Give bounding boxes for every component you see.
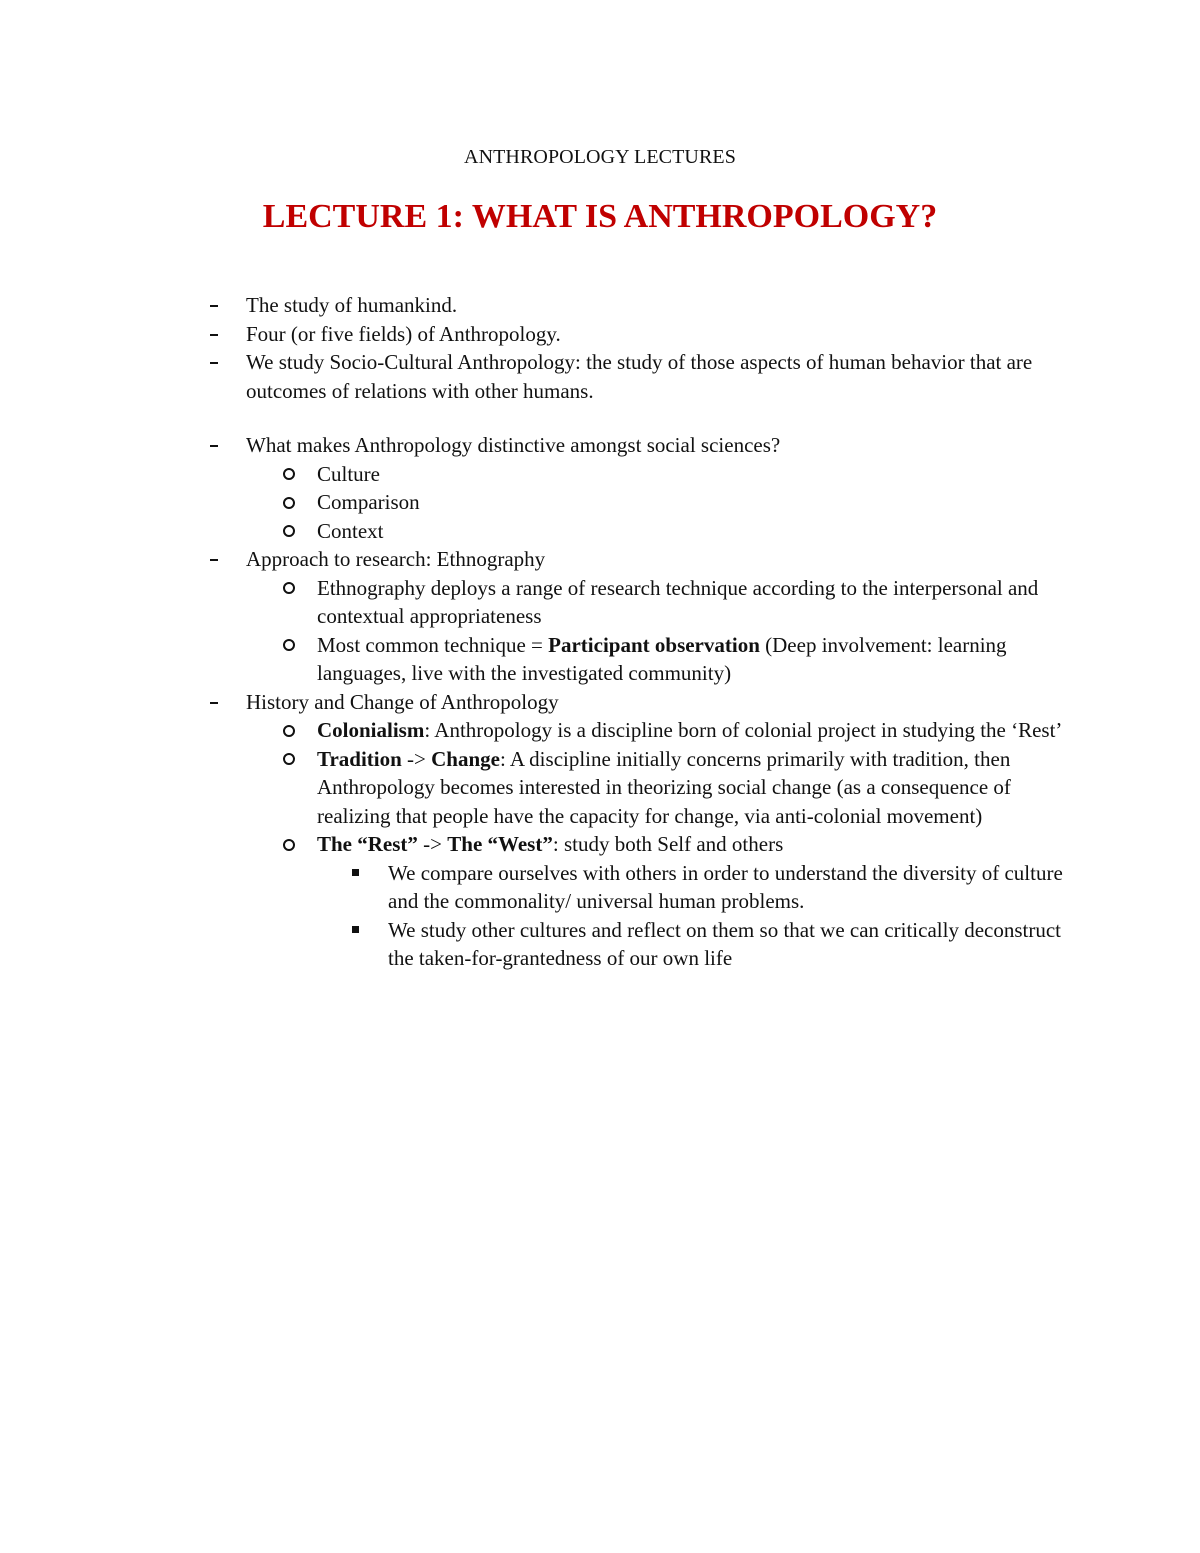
circle-bullet-icon — [283, 517, 295, 546]
sub-list-item-text: Ethnography deploys a range of research technique according to the interpersonal and contextual appropriateness — [317, 575, 1039, 628]
bold-term: The “Rest” — [317, 832, 418, 856]
list-item — [0, 431, 1200, 460]
sub-list-item-text: Culture — [317, 461, 380, 486]
list-item-text: Four (or five fields) of Anthropology. — [246, 321, 561, 346]
sub-list-item-text: Context — [317, 518, 384, 543]
sub-list-item — [0, 745, 1200, 831]
document-title: ANTHROPOLOGY LECTURES — [464, 146, 736, 168]
dash-bullet-icon — [210, 320, 218, 349]
list-item-text: We study Socio-Cultural Anthropology: the study of those aspects of human behavior that are outcomes of relations with other humans. — [246, 350, 1033, 403]
bold-term: Participant observation — [548, 632, 760, 657]
bold-term: The “West” — [447, 832, 553, 856]
sub-sub-list-item-text: We study other cultures and reflect on them so that we can critically deconstruct the taken-for-grantedness of our own life — [388, 917, 1061, 970]
list-item — [0, 348, 1200, 405]
list-item-text: What makes Anthropology distinctive amongst social sciences? — [246, 433, 781, 457]
list-item-text: The study of humankind. — [246, 293, 458, 317]
list-item — [0, 291, 1200, 320]
plain-text: : A discipline initially concerns primarily with tradition, then Anthropology becomes interested in theorizing social change (as a consequence of realizing that people have the capacity for change, via anti-colonial movement) — [317, 746, 1011, 828]
sub-list-item — [0, 488, 1200, 517]
sub-list-item — [0, 716, 1200, 745]
circle-bullet-icon — [283, 488, 295, 517]
sub-sub-list-item — [0, 916, 1200, 973]
circle-bullet-icon — [283, 745, 295, 774]
list-item — [0, 320, 1200, 349]
circle-bullet-icon — [283, 830, 295, 859]
sub-list-item-text — [317, 716, 1067, 745]
dash-bullet-icon — [210, 545, 218, 574]
plain-text: : Anthropology is a discipline born of colonial project in studying the ‘Rest’ — [424, 718, 1063, 742]
list-item — [0, 688, 1200, 717]
sub-list-item — [0, 631, 1200, 688]
bold-term: Change — [431, 746, 500, 771]
sub-sub-list-item — [0, 859, 1200, 916]
square-bullet-icon — [352, 916, 359, 945]
spacer — [0, 405, 1200, 431]
dash-bullet-icon — [210, 348, 218, 377]
sub-list-item-text — [317, 745, 1067, 831]
list-item-text: Approach to research: Ethnography — [246, 547, 546, 571]
sub-list-item — [0, 460, 1200, 489]
circle-bullet-icon — [283, 574, 295, 603]
bold-term: Colonialism — [317, 718, 425, 742]
dash-bullet-icon — [210, 291, 218, 320]
arrow-text: -> — [417, 832, 448, 856]
list-item — [0, 545, 1200, 574]
lecture-heading: LECTURE 1: WHAT IS ANTHROPOLOGY? — [262, 198, 938, 235]
sub-list-item — [0, 517, 1200, 546]
sub-sub-list-item-text: We compare ourselves with others in order to understand the diversity of culture and the commonality/ universal human problems. — [388, 860, 1063, 913]
circle-bullet-icon — [283, 716, 295, 745]
plain-text: Most common technique = — [317, 632, 549, 657]
plain-text: (Deep involvement: learning languages, live with the investigated community) — [317, 632, 1007, 685]
sub-list-item-text — [317, 830, 1067, 859]
sub-list-item — [0, 574, 1200, 631]
plain-text: : study both Self and others — [552, 832, 784, 856]
sub-list-item-text — [317, 631, 1067, 688]
dash-bullet-icon — [210, 431, 218, 460]
list-item-text: History and Change of Anthropology — [246, 689, 559, 714]
circle-bullet-icon — [283, 631, 295, 660]
dash-bullet-icon — [210, 688, 218, 717]
circle-bullet-icon — [283, 460, 295, 489]
bold-term: Tradition — [317, 746, 402, 771]
arrow-text: -> — [401, 746, 432, 771]
sub-list-item — [0, 830, 1200, 859]
lecture-notes — [0, 291, 1200, 973]
square-bullet-icon — [352, 859, 359, 888]
sub-list-item-text: Comparison — [317, 490, 420, 514]
